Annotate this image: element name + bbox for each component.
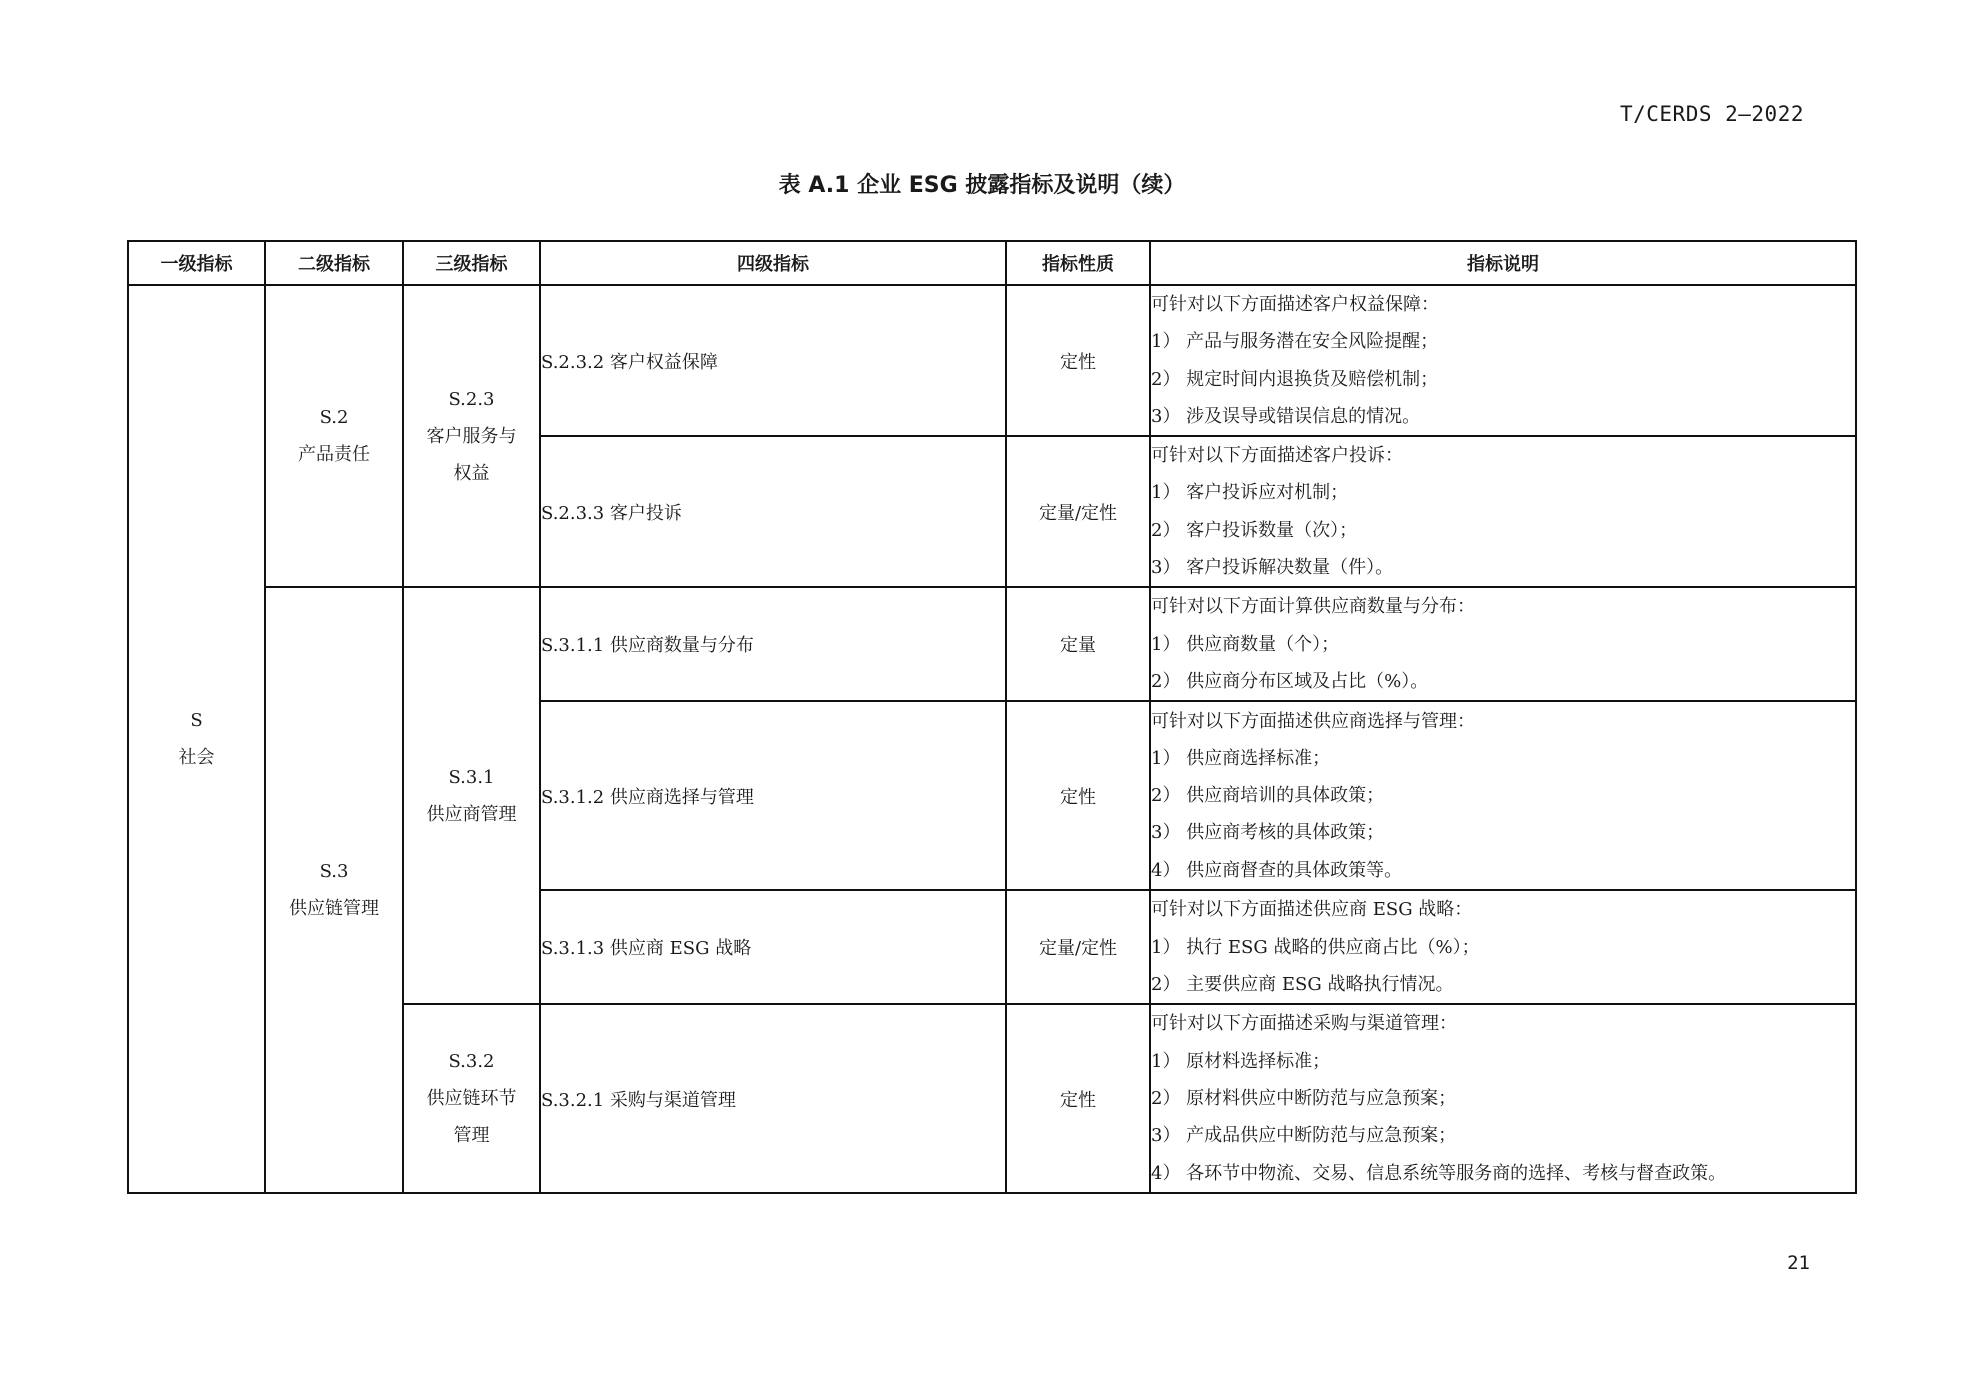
level1-cell — [128, 285, 265, 1193]
header-level3: 三级指标 — [403, 241, 540, 285]
description-line: 2） 客户投诉数量（次）； — [1151, 519, 1358, 541]
description-line: 可针对以下方面描述客户投诉： — [1151, 445, 1403, 467]
header-nature: 指标性质 — [1006, 241, 1150, 285]
level4-indicator: S.3.1.2 供应商选择与管理 — [540, 701, 1006, 890]
description-line: 1） 产品与服务潜在安全风险提醒； — [1151, 331, 1439, 353]
indicator-nature: 定性 — [1006, 701, 1150, 890]
level3-name-line: 供应链环节 — [426, 1088, 517, 1110]
description-line: 2） 原材料供应中断防范与应急预案； — [1151, 1088, 1457, 1109]
level3-cell — [403, 285, 540, 587]
level1-code: S — [190, 710, 203, 732]
level4-indicator: S.2.3.2 客户权益保障 — [540, 285, 1006, 436]
indicator-nature: 定性 — [1006, 285, 1150, 436]
description-line: 3） 产成品供应中断防范与应急预案； — [1151, 1125, 1457, 1147]
description-line: 2） 供应商培训的具体政策； — [1151, 785, 1385, 807]
description-line: 2） 供应商分布区域及占比（%）。 — [1151, 670, 1429, 692]
description-line: 可针对以下方面计算供应商数量与分布： — [1151, 596, 1475, 618]
indicator-description — [1150, 436, 1856, 587]
indicator-description — [1150, 890, 1856, 1004]
level1-name: 社会 — [178, 747, 215, 769]
level3-code: S.3.1 — [448, 766, 495, 788]
description-line: 4） 供应商督查的具体政策等。 — [1151, 859, 1403, 881]
description-line: 2） 主要供应商 ESG 战略执行情况。 — [1151, 973, 1454, 995]
level2-code: S.2 — [319, 407, 349, 429]
document-code: T/CERDS 2—2022 — [1619, 102, 1804, 126]
level4-indicator: S.3.1.3 供应商 ESG 战略 — [540, 890, 1006, 1004]
description-line: 4） 各环节中物流、交易、信息系统等服务商的选择、考核与督查政策。 — [1151, 1162, 1727, 1184]
description-line: 3） 涉及误导或错误信息的情况。 — [1151, 405, 1421, 427]
description-line: 1） 客户投诉应对机制； — [1151, 482, 1349, 504]
level3-cell — [403, 587, 540, 1004]
level3-name-line: 客户服务与 — [426, 425, 517, 447]
description-line: 3） 供应商考核的具体政策； — [1151, 822, 1385, 844]
indicator-description — [1150, 1004, 1856, 1193]
indicator-description — [1150, 701, 1856, 890]
description-line: 可针对以下方面描述供应商选择与管理： — [1151, 710, 1475, 732]
level2-cell — [265, 587, 403, 1193]
description-line: 可针对以下方面描述采购与渠道管理： — [1151, 1013, 1457, 1035]
level2-cell — [265, 285, 403, 587]
description-line: 1） 原材料选择标准； — [1151, 1050, 1331, 1072]
page-number: 21 — [1787, 1252, 1810, 1274]
indicator-nature: 定量/定性 — [1006, 890, 1150, 1004]
table-caption: 表 A.1 企业 ESG 披露指标及说明（续） — [778, 173, 1186, 198]
level3-name-line: 供应商管理 — [426, 803, 517, 825]
header-level4: 四级指标 — [540, 241, 1006, 285]
level2-name: 产品责任 — [298, 444, 370, 466]
description-line: 3） 客户投诉解决数量（件）。 — [1151, 557, 1394, 579]
header-level1: 一级指标 — [128, 241, 265, 285]
description-line: 2） 规定时间内退换货及赔偿机制； — [1151, 368, 1439, 390]
indicator-nature: 定性 — [1006, 1004, 1150, 1193]
header-description: 指标说明 — [1150, 241, 1856, 285]
level2-name: 供应链管理 — [289, 898, 379, 920]
level3-name-line: 管理 — [453, 1125, 490, 1147]
description-line: 1） 执行 ESG 战略的供应商占比（%）； — [1151, 936, 1480, 958]
level4-indicator: S.2.3.3 客户投诉 — [540, 436, 1006, 587]
table-row — [128, 285, 1856, 436]
description-line: 可针对以下方面描述供应商 ESG 战略： — [1151, 899, 1473, 921]
esg-indicator-table — [127, 240, 1857, 1194]
level4-indicator: S.3.1.1 供应商数量与分布 — [540, 587, 1006, 701]
table-header-row — [128, 241, 1856, 285]
description-line: 1） 供应商数量（个）； — [1151, 633, 1340, 655]
indicator-nature: 定量/定性 — [1006, 436, 1150, 587]
level3-code: S.3.2 — [448, 1051, 495, 1073]
description-line: 1） 供应商选择标准； — [1151, 747, 1331, 769]
level4-indicator: S.3.2.1 采购与渠道管理 — [540, 1004, 1006, 1193]
level3-cell — [403, 1004, 540, 1193]
level3-code: S.2.3 — [448, 388, 495, 410]
table-row — [128, 587, 1856, 701]
indicator-description — [1150, 587, 1856, 701]
indicator-description — [1150, 285, 1856, 436]
level3-name-line: 权益 — [453, 462, 490, 484]
indicator-nature: 定量 — [1006, 587, 1150, 701]
header-level2: 二级指标 — [265, 241, 403, 285]
description-line: 可针对以下方面描述客户权益保障： — [1151, 294, 1439, 315]
level2-code: S.3 — [319, 861, 349, 883]
